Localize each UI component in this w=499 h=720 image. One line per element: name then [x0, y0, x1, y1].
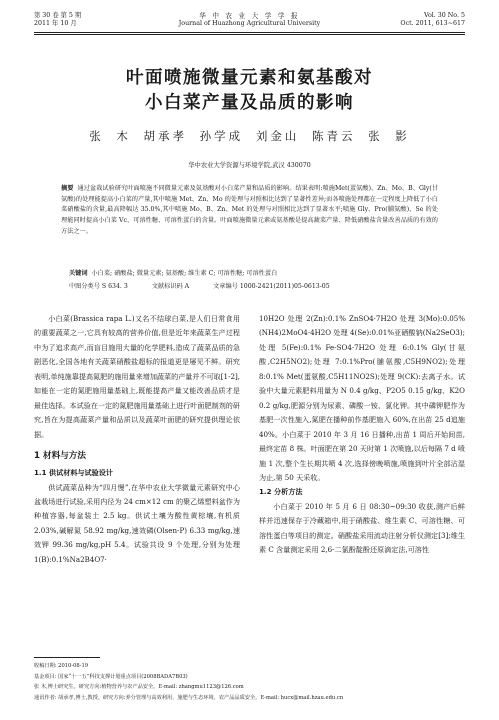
abstract-text: 通过盆栽试验研究叶面喷施不同微量元素及氨基酸对小白菜产量和品质的影响。结果表明:喷施Met(蛋氨酸)、Zn、Mo、B、Gly(甘氨酸)的处理能提高小白菜的产量,其中喷施 Met、Zn、Mo 的处理与对照相比达到了显著性差异;而各喷施处理都在一定程度上降低了小白菜硝酸盐的含量,最高降幅达 35.0%,其中喷施 Mo、B、Zn、Met 的处理与对照相比达到了显著水平;喷施 Gly、Pro(脯氨酸)、Se 的处理能同时提高小白菜 Vc、可溶性糖、可溶性蛋白的含量。叶面喷施微量元素或氨基酸是提高蔬菜产量、降低硝酸盐含量改善品质的有效的方法之一。: [61, 185, 439, 235]
header-vol-no: Vol. 30 No. 5: [424, 12, 465, 19]
analysis-paragraph: 小白菜于 2010 年 5 月 6 日 08:30~09:30 收获,测产后鲜样并迅速保存于冷藏箱中,用于硝酸盐、维生素 C、可溶性糖、可溶性蛋白等项目的测定。硝酸盐采用流动注射分析仪测定[3];维生素 C 含量测定采用 2,6-二氯酚靛酚还原滴定法,可溶性: [259, 501, 465, 555]
classification-line: [69, 281, 438, 290]
affiliation: 华中农业大学资源与环境学院,武汉 430070: [188, 162, 311, 169]
article-title: [0, 66, 499, 116]
footnotes: [34, 661, 465, 703]
intro-paragraph: 小白菜(Brassica rapa L.)又名不结球白菜,是人们日常食用的重要蔬菜之一,它具有较高的营养价值,但是近年来蔬菜生产过程中为了追求高产,而盲目施用大量的化学肥料,造成了蔬菜品质的急剧恶化,全国各地有关蔬菜硝酸盐超标的报道更是屡见不鲜。研究表明,单纯施靠提高氮肥的施用量来增加蔬菜的产量并不可取[1-2],如能在一定的氮肥施用量基础上,既能提高产量又能改善品质才是最佳选择。本试验在一定的氮肥施用量基础上进行叶面肥制剂的研究,旨在为提高蔬菜产量和品质以及蔬菜叶面肥的研究提供理论依据。: [34, 314, 240, 439]
treatments-paragraph: 10H2O 处理 2(Zn):0.1% ZnSO4·7H2O 处理 3(Mo):0.05%(NH4)2MoO4·4H2O 处理 4(Se):0.01%亚硒酸钠(Na2SeO3);处理 5(Fe):0.1% Fe-SO4·7H2O 处理 6:0.1% Gly(甘氨酸,C2H5NO2);处理 7:0.1%Pro(脯氨酸,C5H9NO2);处理 8:0.1% Met(蛋氨酸,C5H11NO2S);处理 9(CK):去离子水。试验中大量元素肥料用量为 N 0.4 g/kg、P2O5 0.15 g/kg、K2O 0.2 g/kg,肥源分别为尿素、磷酸一铵、氯化钾。其中磷钾肥作为基肥一次性施入,氮肥在播种前作基肥施入 60%,在出苗 25 d追施 40%。小白菜于 2010 年 3 月 16 日播种,出苗 1 周后开始间苗,最终定苗 8 株。叶面肥在第 20 天时第 1 次喷施,以后每隔 7 d 喷施 1 次,整个生长期共喷 4 次,选择傍晚喷施,喷施到叶片全部沾湿为止,第 50 天采收。: [259, 314, 465, 482]
header-journal-cn: 华 中 农 业 大 学 学 报: [199, 12, 300, 20]
section-heading-materials: 1 材料与方法: [34, 451, 86, 462]
footnote-author: 张 木,博士研究生。研究方向:植物营养与农产品安全。E-mail: zhangmu1123@126.com: [34, 684, 244, 690]
right-column: [259, 312, 465, 558]
header-rule-thick: [34, 32, 465, 33]
document-code: 文献标识码 A: [151, 283, 190, 290]
footnote-rule: [34, 657, 100, 658]
author-list: 张 木 胡承孝 孙学成 刘金山 陈青云 张 影: [89, 129, 410, 143]
header-journal-en: Journal of Huazhong Agricultural University: [178, 20, 321, 27]
subsection-heading-1-1: 1.1 供试材料与试验设计: [34, 468, 113, 478]
footnote-received: 收稿日期: 2010-08-19: [34, 663, 89, 669]
footnote-corresponding: 通讯作者: 胡承孝,博士,教授。研究方向:养分管理与高效利用、施肥与生态环境、农产品品质安全。E-mail: hucx@mail.hzau.edu.cn: [34, 694, 344, 701]
keywords-text: 小白菜; 硝酸盐; 微量元素; 氨基酸; 维生素 C; 可溶性糖; 可溶性蛋白: [91, 270, 278, 277]
keywords-label: 关键词: [69, 270, 88, 277]
header-date: 2011 年 10 月: [34, 20, 77, 27]
article-number: 文章编号 1000-2421(2011)05-0613-05: [213, 283, 330, 290]
keywords: [69, 268, 438, 277]
clc-number: 中图分类号 S 634. 3: [69, 283, 128, 290]
materials-paragraph: 供试蔬菜品种为“四月慢”,在华中农业大学微量元素研究中心盆栽场进行试验,采用内径为 24 cm×12 cm 的聚乙烯塑料盆作为种植容器,每盆装土 2.5 kg。供试土壤为酸性黄棕壤,有机质 2.03%,碱解氮 58.92 mg/kg,速效磷(Olsen-P) 6.33 mg/kg,速效钾 99.36 mg/kg,pH 5.4。试验共设 9 个处理,分别为处理 1(B):0.1%Na2B4O7·: [34, 482, 240, 564]
footnote-fund: 基金项目: 国家“十一五”科技支撑计划重点项目(2008BADA7B03): [34, 673, 188, 680]
subsection-heading-1-2: 1.2 分析方法: [259, 487, 303, 497]
header-volume: 第 30 卷 第 5 期: [34, 12, 82, 19]
header-rule-thin: [34, 34, 465, 35]
header-issue-info: [400, 12, 465, 28]
journal-header: [34, 10, 465, 34]
abstract-label: 摘要: [61, 185, 74, 192]
abstract: [61, 184, 438, 238]
header-pages: Oct. 2011, 613~617: [400, 20, 465, 27]
title-line-1: 叶面喷施微量元素和氨基酸对: [126, 68, 373, 88]
title-line-2: 小白菜产量及品质的影响: [145, 93, 354, 113]
left-column: [34, 312, 240, 567]
